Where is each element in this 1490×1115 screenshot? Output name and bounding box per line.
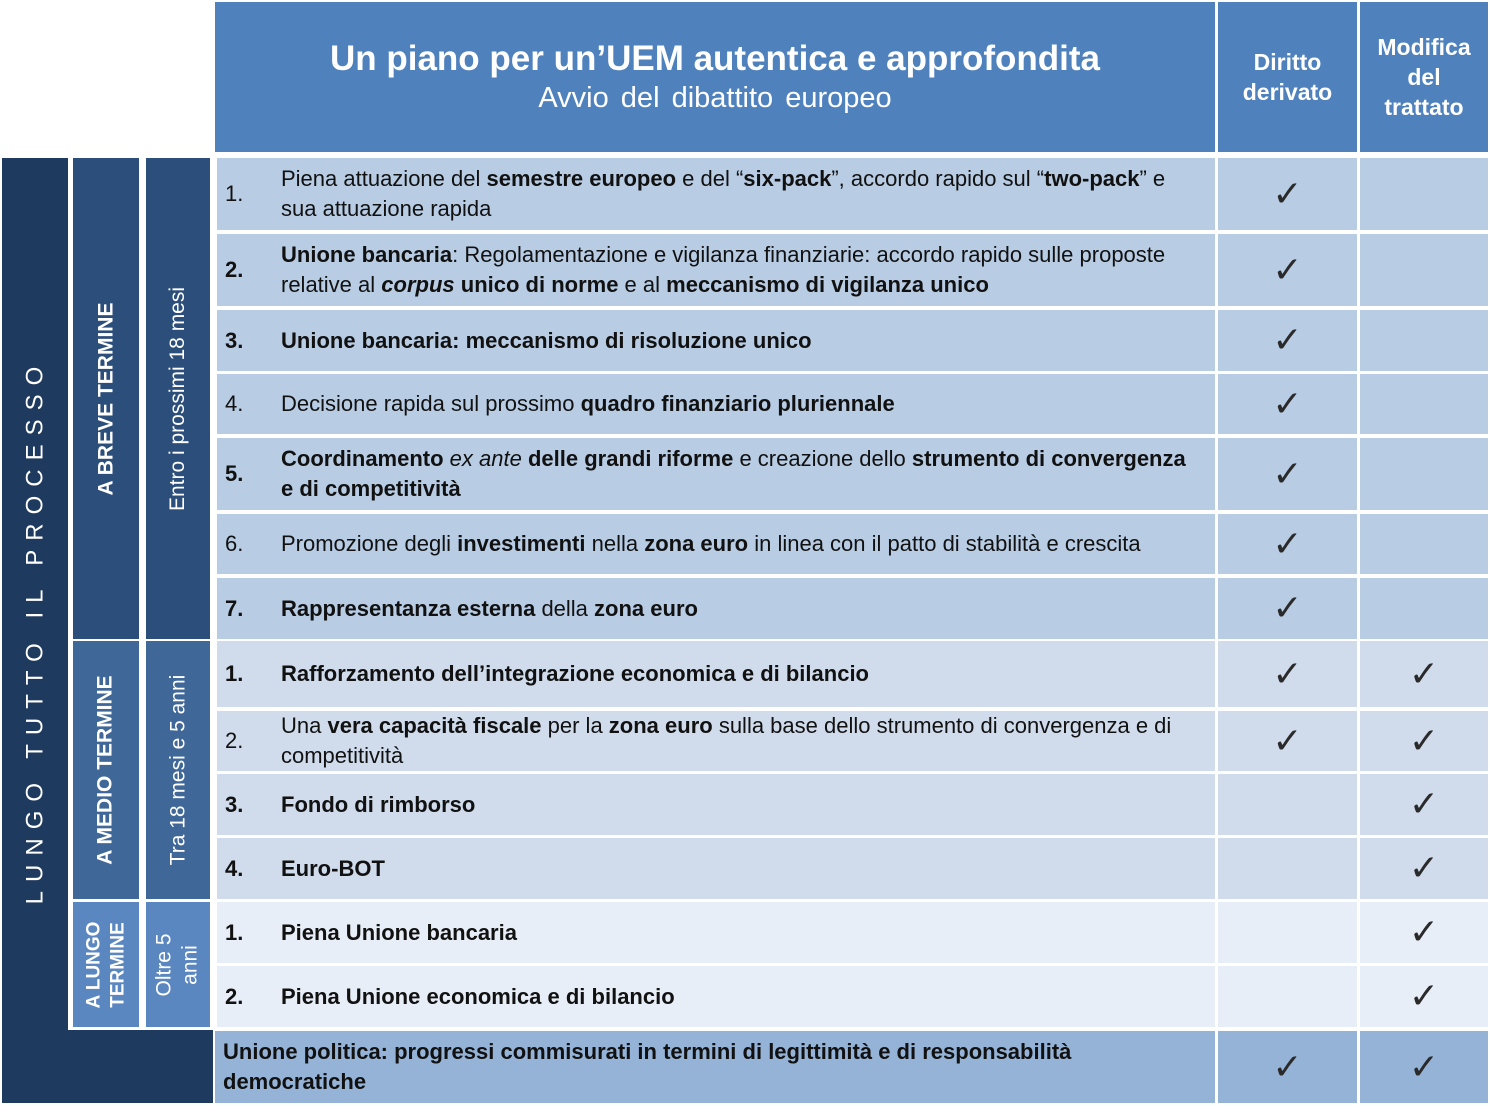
measure-row-1: [217, 158, 1215, 230]
measure-text-part: ” e sua attuazione rapida: [281, 166, 1166, 221]
checkmark-icon: ✓: [1272, 523, 1303, 565]
checkmark-icon: ✓: [1272, 1046, 1303, 1088]
treaty-change-cell: [1360, 578, 1488, 639]
measure-text: [281, 164, 1199, 224]
measure-text-part: Unione politica: progressi commisurati in termini di legittimità e di responsabilità democratiche: [223, 1039, 1072, 1094]
measure-text: [281, 529, 1199, 559]
checkmark-icon: ✓: [1408, 653, 1440, 695]
measure-text-part: zona euro: [644, 531, 749, 556]
measure-number: 5.: [225, 461, 244, 486]
measure-text: [281, 790, 1199, 820]
measure-text-part: strumento di convergenza e di competitività: [281, 446, 1186, 501]
treaty-change-cell: [1360, 158, 1488, 230]
band-long-term-line2: TERMINE: [107, 921, 128, 1008]
measure-row-14: [215, 1031, 1215, 1103]
measure-text-part: Unione bancaria: meccanismo di risoluzione unico: [281, 327, 812, 353]
measure-number: 2.: [225, 728, 244, 753]
page-title: Un piano per un’UEM autentica e approfondita: [329, 39, 1101, 78]
secondary-law-cell: [1218, 310, 1357, 371]
band-medium-term-label: A MEDIO TERMINE: [94, 675, 118, 865]
measure-text: [281, 854, 1199, 884]
column-header-treaty-line3: trattato: [1384, 94, 1464, 120]
treaty-change-cell: [1360, 234, 1488, 306]
measure-text-part: two-pack: [1044, 166, 1140, 191]
checkmark-icon: ✓: [1408, 912, 1440, 953]
measure-text: [281, 594, 1199, 624]
column-header-treaty-line2: del: [1407, 64, 1441, 90]
secondary-law-cell: [1218, 838, 1357, 899]
measure-row-10: [217, 774, 1215, 835]
measure-row-12: [217, 902, 1215, 963]
band-short-term-time-label: Entro i prossimi 18 mesi: [166, 286, 190, 511]
measure-text-part: Decisione rapida sul prossimo: [281, 391, 581, 416]
measure-text-part: Promozione degli: [281, 531, 458, 556]
measure-text-part: delle grandi riforme: [521, 446, 734, 471]
band-whole-process-label: LUNGO TUTTO IL PROCESSO: [21, 357, 48, 904]
treaty-change-cell: [1360, 1031, 1488, 1103]
band-medium-term-time: [146, 641, 210, 899]
band-medium-term-time-label: Tra 18 mesi e 5 anni: [166, 674, 189, 866]
measure-text-part: investimenti: [457, 531, 586, 556]
measure-row-2: [217, 234, 1215, 306]
secondary-law-cell: [1218, 578, 1357, 639]
measure-text-part: Piena Unione economica e di bilancio: [281, 983, 675, 1009]
band-long-term-time-line2: anni: [179, 944, 202, 985]
checkmark-icon: ✓: [1272, 588, 1303, 629]
treaty-change-cell: [1360, 438, 1488, 510]
treaty-change-cell: [1360, 711, 1488, 771]
measure-text-part: ”, accordo rapido sul “: [831, 166, 1045, 191]
measure-number: 1.: [225, 661, 244, 686]
band-long-term-time: [146, 902, 210, 1027]
band-medium-term: [73, 641, 139, 899]
treaty-change-cell: [1360, 374, 1488, 434]
checkmark-icon: ✓: [1272, 653, 1303, 695]
measure-text-part: meccanismo di vigilanza unico: [666, 272, 989, 297]
checkmark-icon: ✓: [1272, 173, 1303, 215]
checkmark-icon: ✓: [1408, 784, 1440, 825]
secondary-law-cell: [1218, 158, 1357, 230]
measure-text-part: della: [535, 595, 595, 621]
measure-text-part: Fondo di rimborso: [281, 791, 476, 817]
checkmark-icon: ✓: [1408, 1046, 1440, 1088]
measure-text-part: Piena Unione bancaria: [281, 919, 517, 945]
measure-number: 2.: [225, 983, 244, 1009]
treaty-change-cell: [1360, 966, 1488, 1027]
treaty-change-cell: [1360, 838, 1488, 899]
measure-text-part: Piena attuazione del: [281, 166, 487, 191]
measure-row-6: [217, 514, 1215, 574]
measure-text: [281, 918, 1199, 948]
measure-number: 4.: [225, 391, 244, 416]
measure-row-8: [217, 641, 1215, 707]
column-header-treaty-change: [1360, 2, 1488, 152]
measure-text-part: Una: [281, 713, 328, 738]
secondary-law-cell: [1218, 711, 1357, 771]
page-subtitle: Avvio del dibattito europeo: [538, 82, 892, 114]
measure-text-part: per la: [541, 713, 609, 738]
treaty-change-cell: [1360, 641, 1488, 707]
measure-text-part: semestre europeo: [486, 166, 677, 191]
band-whole-process: [2, 158, 68, 1103]
secondary-law-cell: [1218, 374, 1357, 434]
band-long-term-time-line1: Oltre 5: [153, 932, 176, 997]
measure-text-part: nella: [585, 531, 645, 556]
measure-number: 7.: [225, 595, 244, 621]
measure-number: 1.: [225, 919, 244, 945]
band-short-term-label: A BREVE TERMINE: [94, 302, 118, 495]
column-header-secondary-law: [1218, 2, 1357, 152]
measure-text-part: e del “: [676, 166, 744, 191]
checkmark-icon: ✓: [1408, 720, 1440, 762]
measure-row-7: [217, 578, 1215, 639]
column-header-secondary-line1: Diritto: [1253, 49, 1322, 75]
measure-number: 4.: [225, 855, 244, 881]
measure-row-13: [217, 966, 1215, 1027]
band-long-term-line1: A LUNGO: [83, 921, 104, 1008]
treaty-change-cell: [1360, 774, 1488, 835]
measure-text: [281, 326, 1199, 356]
measure-number: 3.: [225, 791, 244, 817]
column-header-secondary-line2: derivato: [1242, 79, 1333, 105]
measure-text-part: Coordinamento: [281, 446, 450, 471]
checkmark-icon: ✓: [1272, 249, 1303, 291]
band-short-term: [73, 158, 139, 639]
measure-row-11: [217, 838, 1215, 899]
secondary-law-cell: [1218, 774, 1357, 835]
secondary-law-cell: [1218, 966, 1357, 1027]
measure-text-part: : Regolamentazione e vigilanza finanziarie: accordo rapido sulle proposte relative al: [281, 242, 1166, 297]
measure-text-part: sulla base dello strumento di convergenza e di competitività: [281, 713, 1172, 768]
measure-row-3: [217, 310, 1215, 371]
measure-text-part: e creazione dello: [733, 446, 912, 471]
secondary-law-cell: [1218, 1031, 1357, 1103]
band-process-footer: [68, 1030, 213, 1103]
secondary-law-cell: [1218, 641, 1357, 707]
measure-text-part: ex ante: [449, 446, 522, 471]
column-header-treaty-line1: Modifica: [1377, 34, 1471, 60]
band-long-term: [73, 902, 139, 1027]
measure-text-part: in linea con il patto di stabilità e crescita: [748, 531, 1141, 556]
measure-text: [281, 982, 1199, 1012]
band-short-term-time: [146, 158, 210, 639]
measure-row-5: [217, 438, 1215, 510]
measure-number: 3.: [225, 327, 244, 353]
measure-text: [223, 1037, 1199, 1097]
measure-text-part: Rafforzamento dell’integrazione economica e di bilancio: [281, 661, 869, 686]
secondary-law-cell: [1218, 234, 1357, 306]
measure-text: [281, 711, 1199, 771]
checkmark-icon: ✓: [1272, 383, 1303, 425]
secondary-law-cell: [1218, 438, 1357, 510]
treaty-change-cell: [1360, 310, 1488, 371]
measure-text: [281, 659, 1199, 689]
measure-text-part: corpus: [381, 272, 455, 297]
measure-text-part: e al: [618, 272, 667, 297]
measure-text: [281, 240, 1199, 300]
measure-text: [281, 389, 1199, 419]
treaty-change-cell: [1360, 902, 1488, 963]
measure-row-4: [217, 374, 1215, 434]
measure-text-part: six-pack: [743, 166, 832, 191]
measure-text-part: zona euro: [594, 595, 698, 621]
measure-number: 1.: [225, 181, 244, 206]
checkmark-icon: ✓: [1408, 976, 1440, 1017]
checkmark-icon: ✓: [1272, 720, 1303, 762]
measure-text-part: Unione bancaria: [281, 242, 453, 267]
measure-number: 2.: [225, 257, 244, 282]
measure-text-part: zona euro: [608, 713, 713, 738]
checkmark-icon: ✓: [1272, 453, 1303, 495]
measure-text-part: quadro finanziario pluriennale: [580, 391, 895, 416]
measure-text-part: vera capacità fiscale: [327, 713, 542, 738]
measure-row-9: [217, 711, 1215, 771]
measure-text-part: Euro-BOT: [281, 855, 385, 881]
measure-number: 6.: [225, 531, 244, 556]
measure-text: [281, 444, 1199, 504]
checkmark-icon: ✓: [1272, 320, 1303, 361]
secondary-law-cell: [1218, 902, 1357, 963]
treaty-change-cell: [1360, 514, 1488, 574]
secondary-law-cell: [1218, 514, 1357, 574]
measure-text-part: unico di norme: [454, 272, 619, 297]
checkmark-icon: ✓: [1408, 848, 1440, 889]
header-title-block: [215, 2, 1215, 152]
measure-text-part: Rappresentanza esterna: [281, 595, 536, 621]
